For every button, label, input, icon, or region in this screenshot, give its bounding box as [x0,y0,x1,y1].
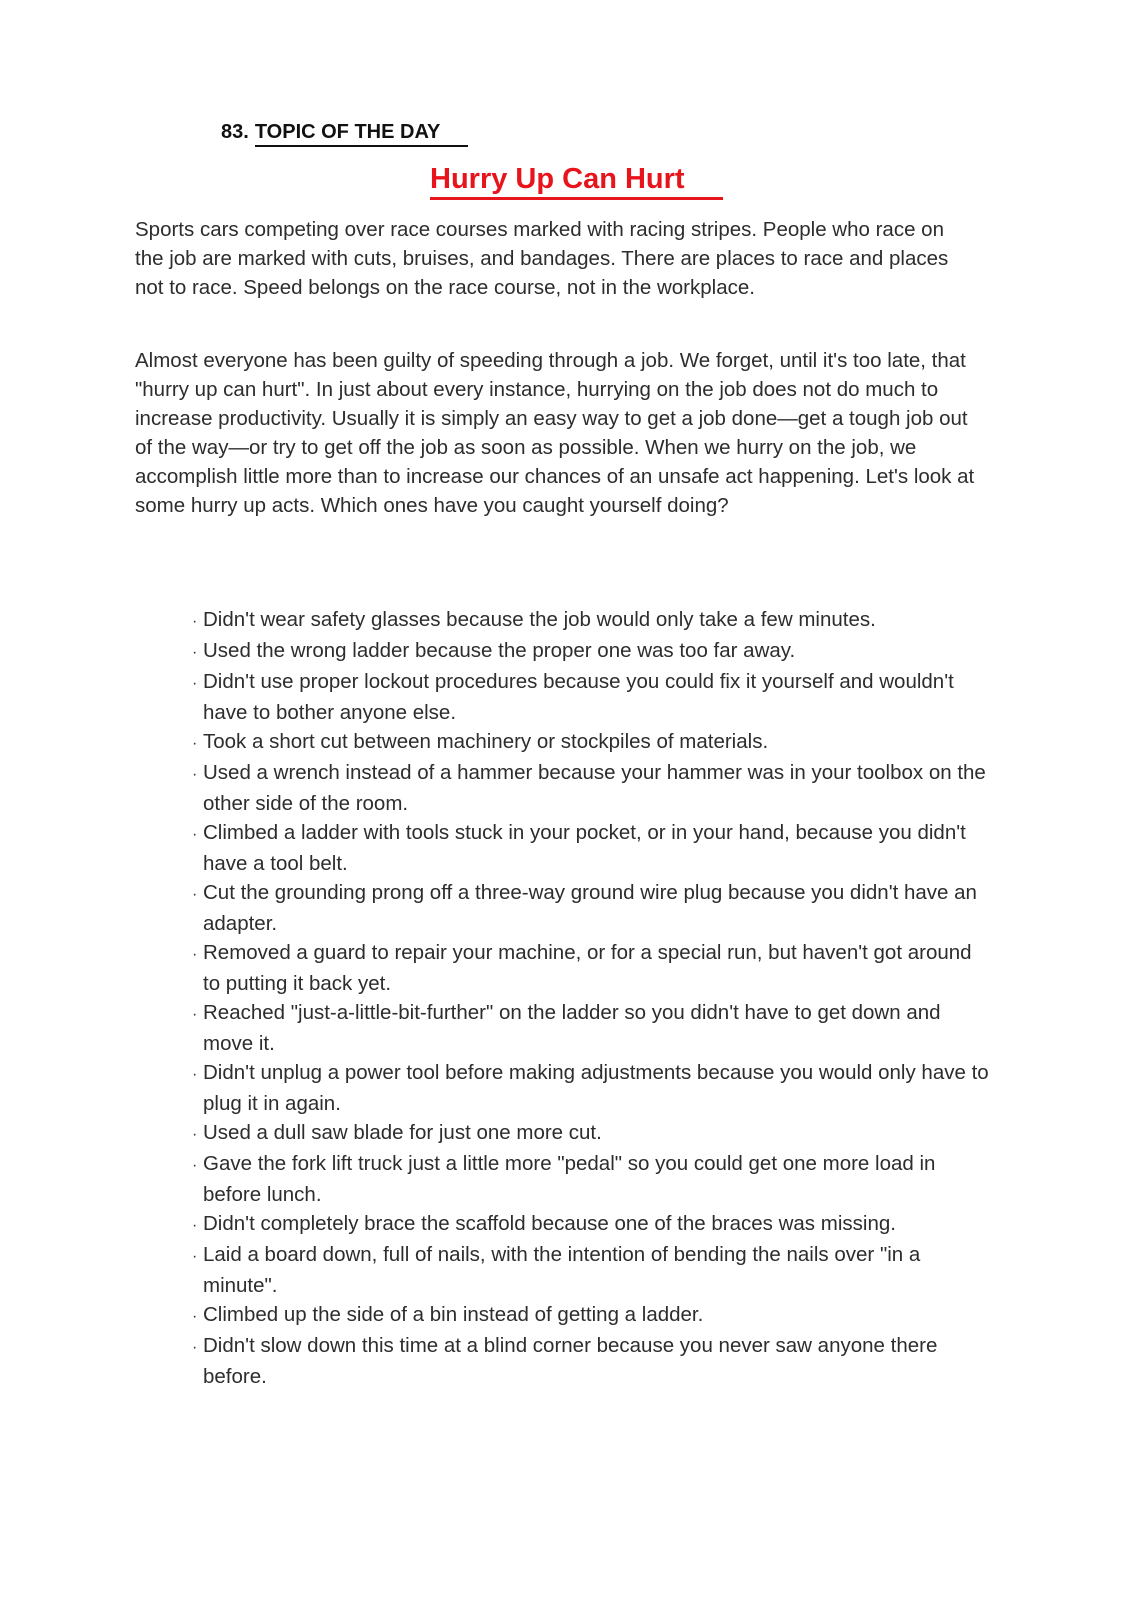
bullet-marker: · [192,1006,198,1023]
page-title-text: Hurry Up Can Hurt [430,161,723,200]
list-item [172,667,992,727]
bullet-marker: · [192,1217,198,1234]
list-item-text: Climbed up the side of a bin instead of getting a ladder. [203,1303,704,1326]
bullet-marker: · [192,1339,198,1356]
intro-paragraph: Sports cars competing over race courses marked with racing stripes. People who race on the job are marked with cuts, bruises, and bandages. There are places to race and places not to race. Speed belongs on the race course, not in the workplace. [135,218,949,299]
bullet-marker: · [192,1157,198,1174]
bullet-marker: · [192,644,198,661]
bullet-marker: · [192,613,198,630]
list-item [172,758,992,818]
hurry-up-acts-list [172,605,992,1391]
list-item-text: Gave the fork lift truck just a little more "pedal" so you could get one more load in before lunch. [203,1152,936,1206]
topic-heading [221,120,468,147]
list-item-text: Cut the grounding prong off a three-way ground wire plug because you didn't have an adapter. [203,881,977,935]
list-item [172,938,992,998]
list-item [172,818,992,878]
list-item [172,727,992,758]
list-item [172,1058,992,1118]
bullet-marker: · [192,1248,198,1265]
list-item-text: Didn't unplug a power tool before making adjustments because you would only have to plug it in again. [203,1061,989,1115]
topic-label: TOPIC OF THE DAY [255,120,469,147]
list-item [172,878,992,938]
bullet-marker: · [192,1308,198,1325]
list-item [172,1300,992,1331]
bullet-marker: · [192,1066,198,1083]
list-item [172,1118,992,1149]
list-item [172,1331,992,1391]
list-item-text: Reached "just-a-little-bit-further" on the ladder so you didn't have to get down and move it. [203,1001,941,1055]
body-paragraph: Almost everyone has been guilty of speeding through a job. We forget, until it's too late, that "hurry up can hurt". In just about every instance, hurrying on the job does not do much to increase productivity. Usually it is simply an easy way to get a job done—get a tough job out of the way—or try to get off the job as soon as possible. When we hurry on the job, we accomplish little more than to increase our chances of an unsafe act happening. Let's look at some hurry up acts. Which ones have you caught yourself doing? [135,349,975,517]
bullet-marker: · [192,766,198,783]
bullet-marker: · [192,826,198,843]
bullet-marker: · [192,675,198,692]
list-item-text: Didn't use proper lockout procedures because you could fix it yourself and wouldn't have to bother anyone else. [203,670,954,724]
list-item-text: Took a short cut between machinery or stockpiles of materials. [203,730,769,753]
list-item [172,1209,992,1240]
list-item [172,636,992,667]
list-item [172,998,992,1058]
list-item-text: Didn't slow down this time at a blind corner because you never saw anyone there before. [203,1334,938,1388]
list-item-text: Used a wrench instead of a hammer because your hammer was in your toolbox on the other side of the room. [203,761,986,815]
list-item-text: Didn't wear safety glasses because the job would only take a few minutes. [203,608,876,631]
list-item-text: Laid a board down, full of nails, with the intention of bending the nails over "in a minute". [203,1243,921,1297]
list-item-text: Didn't completely brace the scaffold because one of the braces was missing. [203,1212,896,1235]
list-item-text: Removed a guard to repair your machine, or for a special run, but haven't got around to putting it back yet. [203,941,972,995]
page-title [430,161,723,200]
bullet-marker: · [192,946,198,963]
list-item-text: Used a dull saw blade for just one more cut. [203,1121,602,1144]
bullet-marker: · [192,886,198,903]
list-item-text: Used the wrong ladder because the proper one was too far away. [203,639,796,662]
list-item [172,1149,992,1209]
list-item-text: Climbed a ladder with tools stuck in your pocket, or in your hand, because you didn't have a tool belt. [203,821,966,875]
list-item [172,605,992,636]
bullet-marker: · [192,1126,198,1143]
bullet-marker: · [192,735,198,752]
list-item [172,1240,992,1300]
topic-number: 83. [221,121,249,143]
